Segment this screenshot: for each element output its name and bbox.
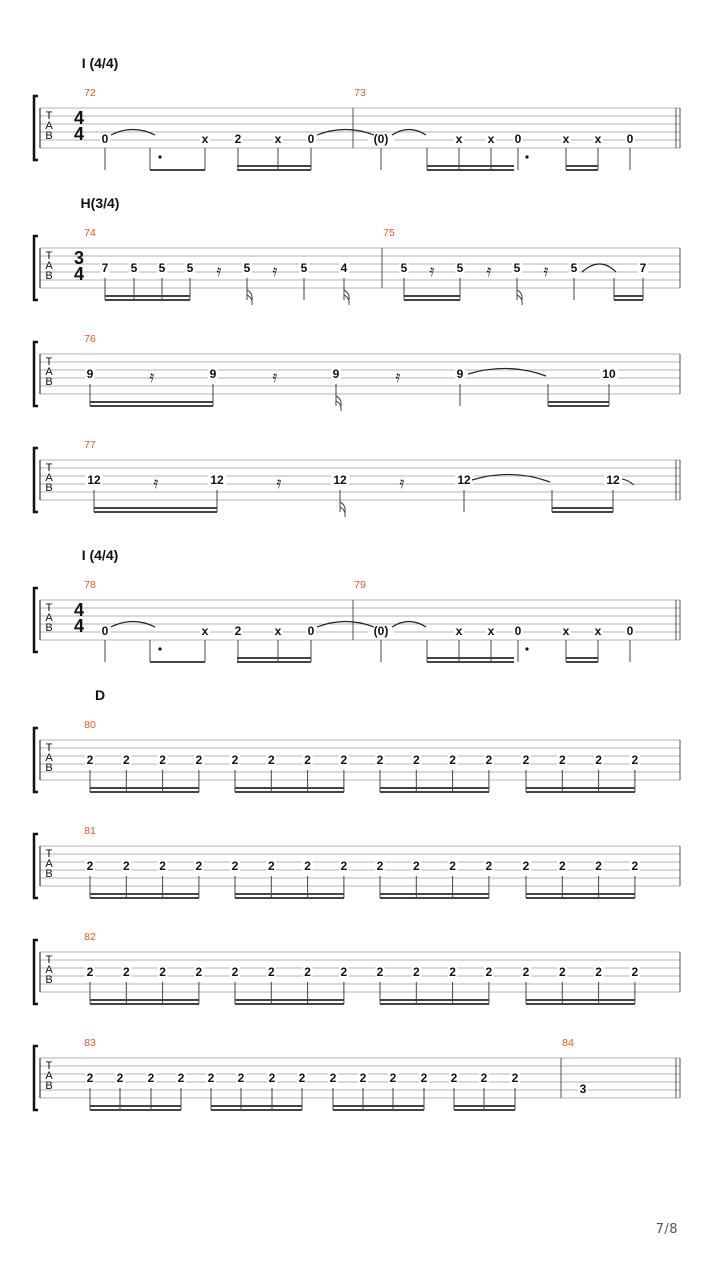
fret-number: 2: [595, 753, 602, 767]
fret-number: 2: [231, 753, 239, 767]
fret-number: 2: [340, 753, 348, 767]
fret-number: 2: [234, 624, 242, 638]
fret-number: 2: [268, 1071, 276, 1085]
fret-number: 2: [231, 965, 239, 979]
rhythm-dot: [525, 647, 528, 650]
tab-clef-letter: B: [45, 622, 53, 634]
fret-number: 12: [457, 473, 471, 487]
sixteenth-rest: 𝄿: [272, 263, 278, 280]
fret-number: 2: [558, 753, 566, 767]
fret-number: 2: [122, 753, 130, 767]
system-bracket: [34, 96, 38, 160]
fret-number: 2: [449, 859, 456, 873]
measure-number: 74: [84, 227, 96, 239]
tab-clef-letter: B: [45, 130, 53, 142]
fret-number: 9: [86, 367, 94, 381]
fret-number: 2: [449, 753, 456, 767]
fret-number: 2: [412, 859, 420, 873]
fret-number: 5: [400, 261, 408, 275]
tab-clef-letter: A: [45, 964, 53, 976]
fret-number: 9: [332, 367, 340, 381]
time-signature-top: 3: [73, 248, 85, 268]
measure-number: 83: [84, 1037, 96, 1049]
system-bracket: [34, 342, 38, 406]
fret-number: 12: [210, 473, 224, 487]
system-bracket: [34, 588, 38, 652]
fret-number: x: [274, 624, 282, 638]
tab-clef-letter: A: [45, 120, 53, 132]
fret-number: 2: [195, 859, 203, 873]
fret-number: 2: [234, 132, 242, 146]
time-signature-bottom: 4: [73, 264, 85, 284]
fret-number: 2: [86, 859, 94, 873]
fret-number: 2: [631, 753, 639, 767]
fret-number: x: [201, 624, 209, 638]
fret-number: 2: [558, 965, 566, 979]
fret-number: x: [594, 624, 602, 638]
tab-clef-letter: T: [45, 462, 53, 474]
fret-number: 2: [86, 1071, 94, 1085]
rhythm-dot: [158, 647, 161, 650]
fret-number: 2: [485, 753, 493, 767]
fret-number: 2: [522, 859, 530, 873]
measure-number: 78: [84, 579, 96, 591]
fret-number: 2: [159, 859, 166, 873]
tab-clef-letter: T: [45, 110, 53, 122]
tab-clef-letter: A: [45, 1070, 53, 1082]
time-signature-bottom: 4: [73, 124, 85, 144]
fret-number: 2: [304, 859, 311, 873]
fret-number: 2: [267, 859, 275, 873]
sixteenth-rest: 𝄿: [429, 263, 435, 280]
fret-number: (0): [373, 624, 389, 638]
fret-number: x: [562, 132, 570, 146]
fret-number: 2: [86, 965, 94, 979]
fret-number: 2: [420, 1071, 428, 1085]
fret-number: 5: [456, 261, 464, 275]
note-flag: [247, 290, 252, 305]
fret-number: 9: [209, 367, 217, 381]
tie-arc: [468, 368, 546, 376]
sixteenth-rest: 𝄿: [149, 369, 155, 386]
fret-number: 2: [558, 859, 566, 873]
fret-number: 2: [147, 1071, 155, 1085]
fret-number: 7: [101, 261, 109, 275]
fret-number: 2: [595, 965, 602, 979]
fret-number: x: [487, 624, 495, 638]
fret-number: 3: [579, 1082, 587, 1096]
fret-number: 0: [101, 624, 109, 638]
measure-number: 81: [84, 825, 96, 837]
measure-number: 77: [84, 439, 96, 451]
fret-number: 5: [300, 261, 308, 275]
note-flag: [336, 396, 341, 411]
rhythm-dot: [158, 155, 161, 158]
tie-arc: [582, 264, 616, 272]
fret-number: 10: [602, 367, 616, 381]
fret-number: 2: [631, 965, 639, 979]
time-signature-top: 4: [73, 600, 85, 620]
tab-clef-letter: T: [45, 1060, 53, 1072]
fret-number: 2: [237, 1071, 245, 1085]
sixteenth-rest: 𝄿: [543, 263, 549, 280]
fret-number: 9: [456, 367, 464, 381]
system-bracket: [34, 728, 38, 792]
fret-number: 2: [376, 965, 384, 979]
tab-clef-letter: A: [45, 260, 53, 272]
sixteenth-rest: 𝄿: [153, 475, 159, 492]
fret-number: 0: [307, 624, 315, 638]
section-label: H(3/4): [80, 195, 120, 211]
measure-number: 82: [84, 931, 96, 943]
section-label: I (4/4): [81, 547, 119, 563]
fret-number: 5: [243, 261, 251, 275]
fret-number: 2: [195, 965, 203, 979]
section-label: D: [94, 687, 106, 703]
system-bracket: [34, 834, 38, 898]
measure-number: 80: [84, 719, 96, 731]
sixteenth-rest: 𝄿: [272, 369, 278, 386]
fret-number: 2: [522, 965, 530, 979]
fret-number: 2: [159, 965, 166, 979]
fret-number: 0: [307, 132, 315, 146]
fret-number: x: [455, 132, 463, 146]
fret-number: x: [274, 132, 282, 146]
fret-number: 5: [158, 261, 166, 275]
sixteenth-rest: 𝄿: [216, 263, 222, 280]
fret-number: 2: [595, 859, 602, 873]
fret-number: 2: [340, 965, 348, 979]
fret-number: 5: [130, 261, 138, 275]
fret-number: 0: [101, 132, 109, 146]
system-bracket: [34, 940, 38, 1004]
fret-number: 2: [511, 1071, 519, 1085]
fret-number: 2: [122, 859, 130, 873]
tab-clef-letter: T: [45, 848, 53, 860]
note-flag: [344, 290, 349, 305]
fret-number: 2: [304, 753, 311, 767]
tab-clef-letter: T: [45, 356, 53, 368]
note-flag: [340, 502, 345, 517]
sixteenth-rest: 𝄿: [399, 475, 405, 492]
tab-clef-letter: T: [45, 602, 53, 614]
fret-number: x: [201, 132, 209, 146]
fret-number: 12: [87, 473, 101, 487]
system-bracket: [34, 1046, 38, 1110]
fret-number: 2: [329, 1071, 337, 1085]
tab-clef-letter: T: [45, 954, 53, 966]
fret-number: 2: [389, 1071, 397, 1085]
tab-clef-letter: T: [45, 250, 53, 262]
tab-clef-letter: B: [45, 270, 53, 282]
fret-number: 2: [298, 1071, 306, 1085]
fret-number: 2: [231, 859, 239, 873]
note-flag: [517, 290, 522, 305]
fret-number: 2: [449, 965, 456, 979]
system-bracket: [34, 236, 38, 300]
fret-number: 2: [376, 753, 384, 767]
fret-number: 2: [485, 965, 493, 979]
fret-number: 2: [177, 1071, 185, 1085]
fret-number: 2: [207, 1071, 215, 1085]
tab-clef-letter: T: [45, 742, 53, 754]
tab-clef-letter: A: [45, 752, 53, 764]
fret-number: 2: [631, 859, 639, 873]
fret-number: x: [594, 132, 602, 146]
sixteenth-rest: 𝄿: [276, 475, 282, 492]
fret-number: 2: [86, 753, 94, 767]
fret-number: 2: [159, 753, 166, 767]
fret-number: 2: [376, 859, 384, 873]
sixteenth-rest: 𝄿: [395, 369, 401, 386]
fret-number: x: [487, 132, 495, 146]
tab-clef-letter: B: [45, 974, 53, 986]
fret-number: 5: [513, 261, 521, 275]
section-label: I (4/4): [81, 55, 119, 71]
fret-number: 2: [450, 1071, 458, 1085]
fret-number: 12: [606, 473, 620, 487]
fret-number: 2: [195, 753, 203, 767]
fret-number: 4: [340, 261, 348, 275]
time-signature-top: 4: [73, 108, 85, 128]
fret-number: 5: [186, 261, 194, 275]
measure-number: 84: [562, 1037, 574, 1049]
time-signature-bottom: 4: [73, 616, 85, 636]
fret-number: 2: [412, 965, 420, 979]
fret-number: 0: [514, 624, 522, 638]
measure-number: 76: [84, 333, 96, 345]
system-bracket: [34, 448, 38, 512]
tab-clef-letter: B: [45, 868, 53, 880]
fret-number: 2: [304, 965, 311, 979]
measure-number: 79: [354, 579, 366, 591]
fret-number: (0): [373, 132, 389, 146]
fret-number: 2: [485, 859, 493, 873]
tab-clef-letter: A: [45, 858, 53, 870]
fret-number: 0: [626, 132, 634, 146]
tab-clef-letter: A: [45, 472, 53, 484]
fret-number: 5: [570, 261, 578, 275]
fret-number: 2: [340, 859, 348, 873]
measure-number: 72: [84, 87, 96, 99]
tab-clef-letter: B: [45, 482, 53, 494]
fret-number: 12: [333, 473, 347, 487]
sixteenth-rest: 𝄿: [486, 263, 492, 280]
fret-number: 2: [267, 965, 275, 979]
measure-number: 75: [383, 227, 395, 239]
tab-clef-letter: A: [45, 612, 53, 624]
fret-number: x: [562, 624, 570, 638]
fret-number: 2: [359, 1071, 367, 1085]
rhythm-dot: [525, 155, 528, 158]
fret-number: 7: [639, 261, 647, 275]
tab-clef-letter: B: [45, 762, 53, 774]
page-number: 7/8: [655, 1222, 678, 1237]
tab-clef-letter: B: [45, 1080, 53, 1092]
fret-number: 2: [522, 753, 530, 767]
fret-number: 2: [116, 1071, 124, 1085]
measure-number: 73: [354, 87, 366, 99]
fret-number: 2: [480, 1071, 488, 1085]
fret-number: 0: [626, 624, 634, 638]
tab-clef-letter: A: [45, 366, 53, 378]
fret-number: 2: [122, 965, 130, 979]
tab-clef-letter: B: [45, 376, 53, 388]
fret-number: x: [455, 624, 463, 638]
tie-arc: [472, 474, 550, 482]
fret-number: 2: [412, 753, 420, 767]
fret-number: 0: [514, 132, 522, 146]
fret-number: 2: [267, 753, 275, 767]
